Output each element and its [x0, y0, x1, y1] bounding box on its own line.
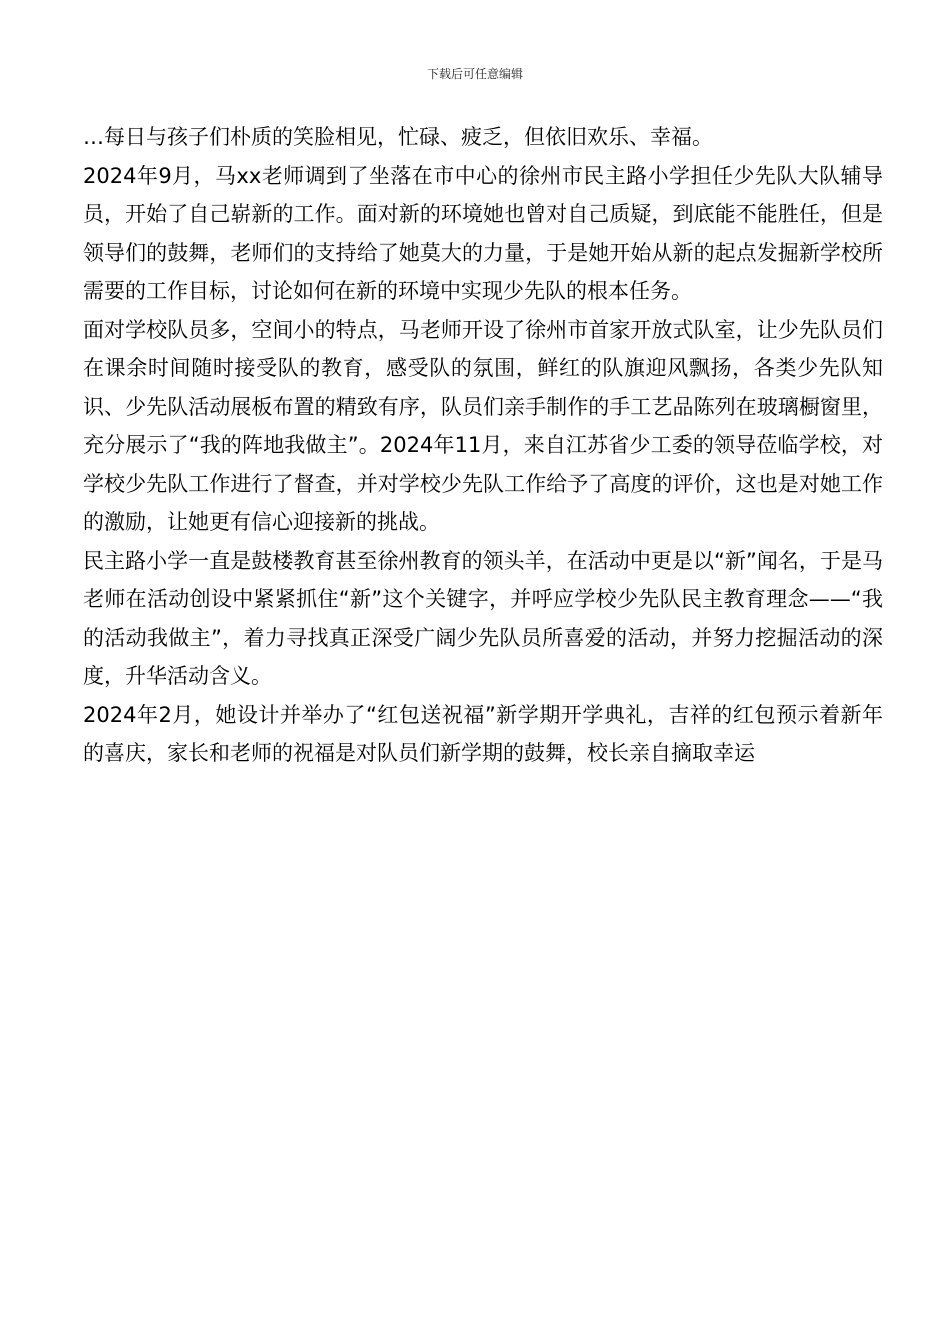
document-body — [83, 118, 883, 773]
paragraph-2: 2024年9月，马xx老师调到了坐落在市中心的徐州市民主路小学担任少先队大队辅导员，开始了自己崭新的工作。面对新的环境她也曾对自己质疑，到底能不能胜任，但是领导们的鼓舞，老师们的支持给了她莫大的力量，于是她开始从新的起点发掘新学校所需要的工作目标，讨论如何在新的环境中实现少先队的根本任务。 — [83, 163, 883, 303]
paragraph-4: 民主路小学一直是鼓楼教育甚至徐州教育的领头羊，在活动中更是以“新”闻名，于是马老师在活动创设中紧紧抓住“新”这个关键字，并呼应学校少先队民主教育理念——“我的活动我做主”，着力寻找真正深受广阔少先队员所喜爱的活动，并努力挖掘活动的深度，升华活动含义。 — [83, 548, 883, 688]
page-header: 下载后可任意编辑 — [426, 67, 523, 81]
paragraph-1: …每日与孩子们朴质的笑脸相见，忙碌、疲乏，但依旧欢乐、幸福。 — [83, 125, 713, 149]
paragraph-3: 面对学校队员多，空间小的特点，马老师开设了徐州市首家开放式队室，让少先队员们在课余时间随时接受队的教育，感受队的氛围，鲜红的队旗迎风飘扬，各类少先队知识、少先队活动展板布置的精致有序，队员们亲手制作的手工艺品陈列在玻璃橱窗里，充分展示了“我的阵地我做主”。2024年11月，来自江苏省少工委的领导莅临学校，对学校少先队工作进行了督查，并对学校少先队工作给予了高度的评价，这也是对她工作的激励，让她更有信心迎接新的挑战。 — [83, 317, 883, 534]
paragraph-5: 2024年2月，她设计并举办了“红包送祝福”新学期开学典礼，吉祥的红包预示着新年的喜庆，家长和老师的祝福是对队员们新学期的鼓舞，校长亲自摘取幸运 — [83, 702, 883, 765]
